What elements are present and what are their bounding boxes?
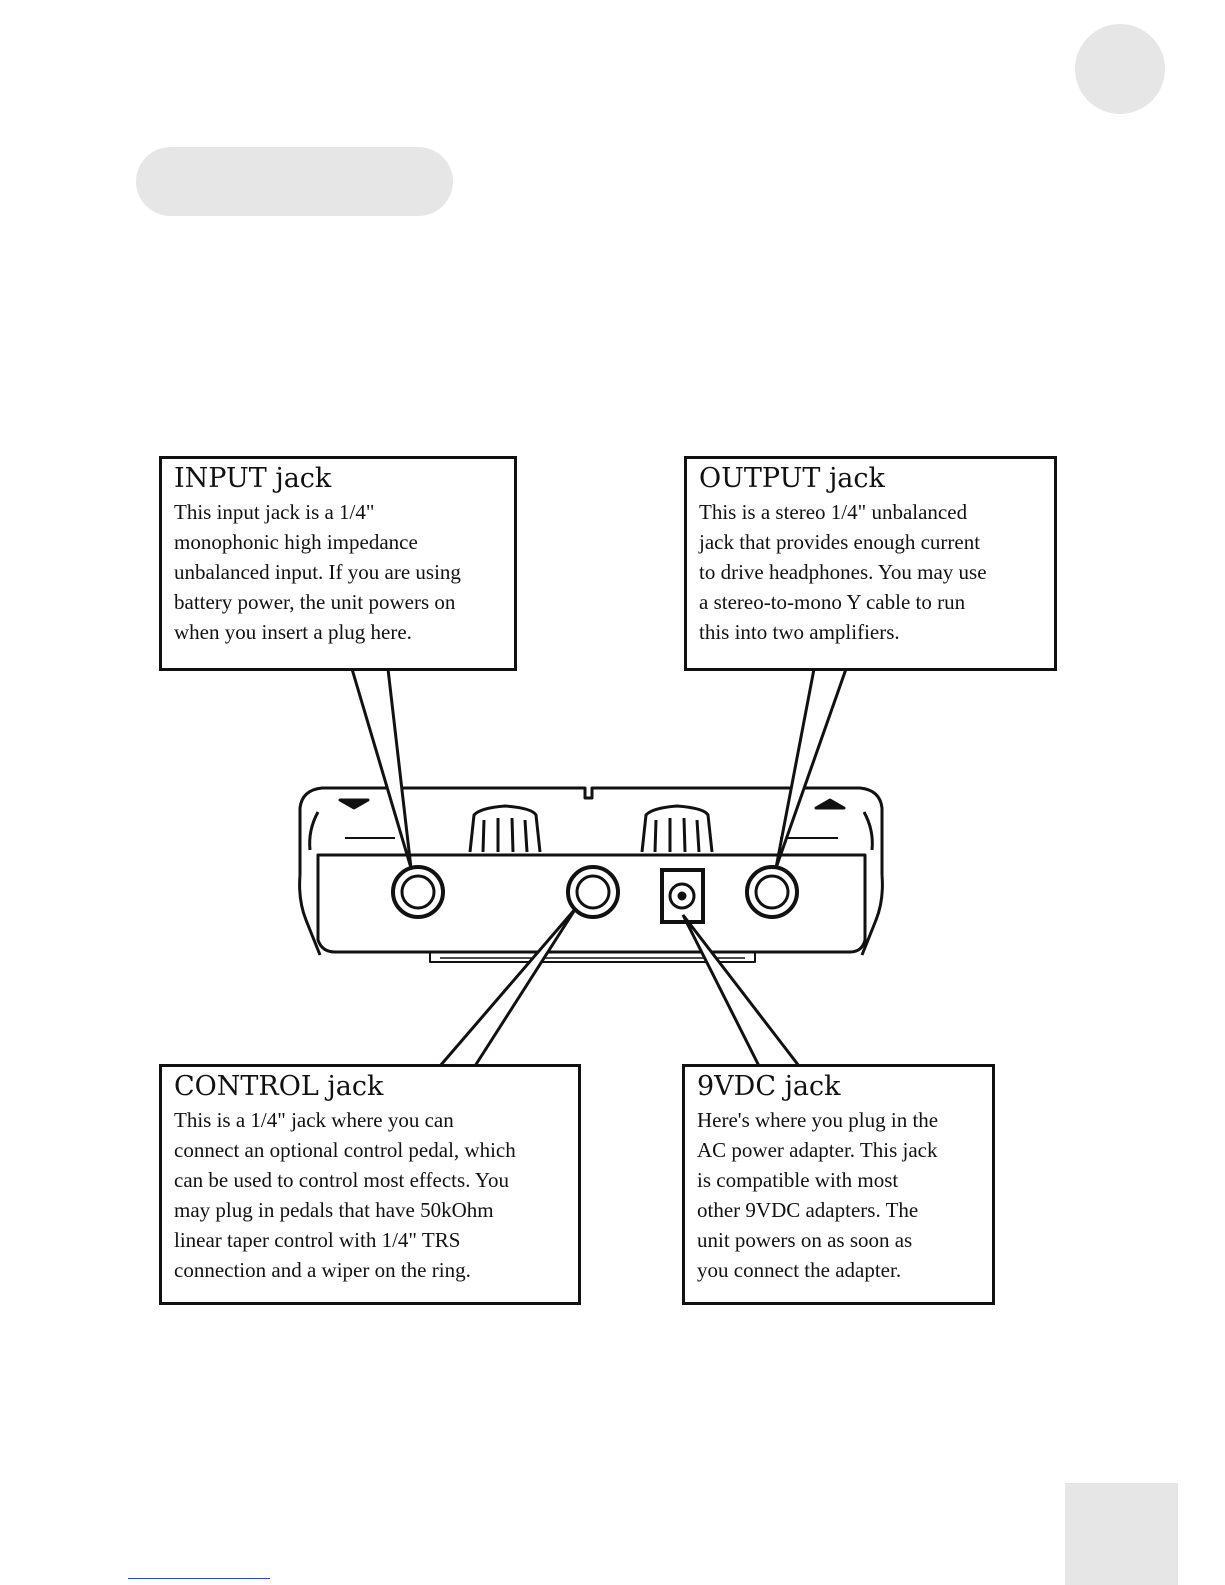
dc-jack-callout bbox=[682, 1064, 995, 1305]
callout-body bbox=[699, 497, 1044, 647]
arrow-down-icon bbox=[340, 800, 368, 808]
callout-line: linear taper control with 1/4" TRS bbox=[174, 1228, 461, 1252]
arrow-up-icon bbox=[816, 800, 844, 808]
callout-line: to drive headphones. You may use bbox=[699, 560, 987, 584]
callout-line: you connect the adapter. bbox=[697, 1258, 902, 1282]
input-jack-icon bbox=[393, 867, 443, 917]
callout-line: This input jack is a 1/4" bbox=[174, 500, 375, 524]
callout-line: connection and a wiper on the ring. bbox=[174, 1258, 471, 1282]
callout-line: This is a 1/4" jack where you can bbox=[174, 1108, 454, 1132]
callout-line: This is a stereo 1/4" unbalanced bbox=[699, 500, 968, 524]
callout-line: monophonic high impedance bbox=[174, 530, 418, 554]
callout-line: may plug in pedals that have 50kOhm bbox=[174, 1198, 494, 1222]
callout-title: 9VDC jack bbox=[697, 1071, 841, 1102]
callout-title: CONTROL jack bbox=[174, 1071, 384, 1102]
callout-title: INPUT jack bbox=[174, 463, 332, 494]
callout-body bbox=[174, 497, 504, 647]
callout-line: jack that provides enough current bbox=[699, 530, 981, 554]
callout-line: unbalanced input. If you are using bbox=[174, 560, 461, 584]
callout-body bbox=[697, 1105, 982, 1285]
callout-line: this into two amplifiers. bbox=[699, 620, 900, 644]
output-jack-callout bbox=[684, 456, 1057, 671]
page-corner-tab bbox=[1065, 1483, 1178, 1585]
callout-line: is compatible with most bbox=[697, 1168, 899, 1192]
callout-line: when you insert a plug here. bbox=[174, 620, 412, 644]
callout-line: a stereo-to-mono Y cable to run bbox=[699, 590, 966, 614]
callout-line: Here's where you plug in the bbox=[697, 1108, 939, 1132]
knob-left bbox=[470, 806, 540, 852]
footer-link-underline bbox=[128, 1578, 270, 1579]
callout-line: AC power adapter. This jack bbox=[697, 1138, 938, 1162]
control-jack-callout bbox=[159, 1064, 581, 1305]
dc-jack-icon bbox=[662, 870, 703, 922]
knob-right bbox=[642, 806, 712, 852]
input-jack-callout bbox=[159, 456, 517, 671]
callout-body bbox=[174, 1105, 568, 1285]
output-jack-icon bbox=[747, 867, 797, 917]
callout-line: can be used to control most effects. You bbox=[174, 1168, 509, 1192]
callout-line: connect an optional control pedal, which bbox=[174, 1138, 516, 1162]
callout-line: unit powers on as soon as bbox=[697, 1228, 913, 1252]
callout-title: OUTPUT jack bbox=[699, 463, 885, 494]
callout-line: other 9VDC adapters. The bbox=[697, 1198, 919, 1222]
callout-line: battery power, the unit powers on bbox=[174, 590, 456, 614]
